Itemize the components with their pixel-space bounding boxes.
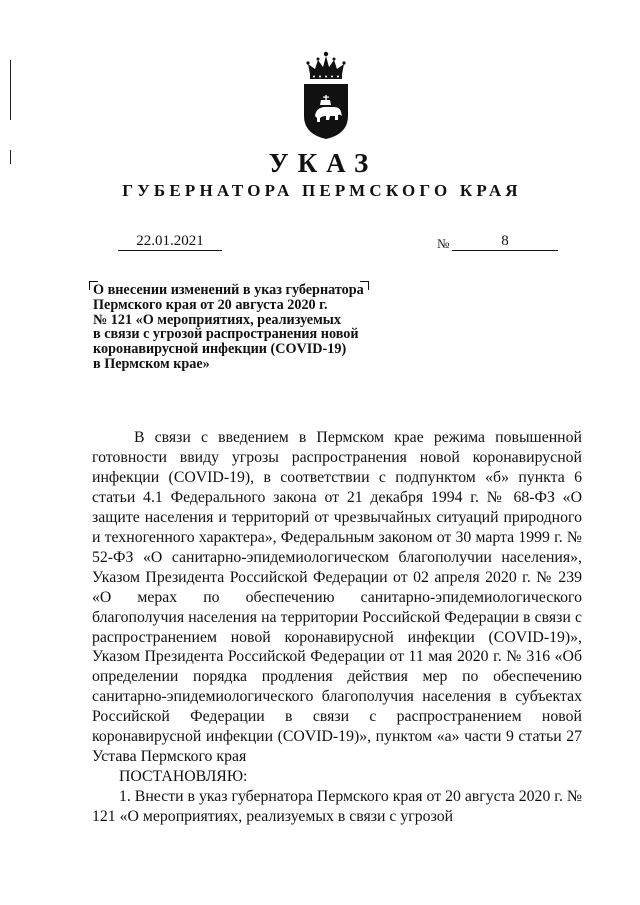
scan-mark (10, 60, 11, 120)
preamble-paragraph: В связи с введением в Пермском крае режима повышенной готовности ввиду угрозы распространения новой коронавирусной инфекции (COVID-19), в соответствии с подпунктом «б» пункта 6 статьи 4.1 Федерального закона от 21 декабря 1994 г. № 68-ФЗ «О защите населения и территорий от чрезвычайных ситуаций природного и техногенного характера», Федеральным законом от 30 марта 1999 г. № 52-ФЗ «О санитарно-эпидемиологическом благополучии населения», Указом Президента Российской Федерации от 02 апреля 2020 г. № 239 «О мерах по обеспечению санитарно-эпидемиологического благополучия населения на территории Российской Федерации в связи с распространением новой коронавирусной инфекции (COVID-19)», Указом Президента Российской Федерации от 11 мая 2020 г. № 316 «Об определении порядка продления действия мер по обеспечению санитарно-эпидемиологического благополучия населения в субъектах Российской Федерации в связи с распространением новой коронавирусной инфекции (COVID-19)», пунктом «а» части 9 статьи 27 Устава Пермского края (92, 429, 582, 766)
item-1-paragraph: 1. Внести в указ губернатора Пермского края от 20 августа 2020 г. № 121 «О мероприятиях, реализуемых в связи с угрозой (92, 788, 582, 826)
subject-line: коронавирусной инфекции (COVID-19) (93, 341, 347, 358)
subject-line: О внесении изменений в указ губернатора (93, 282, 364, 298)
subject-line: № 121 «О мероприятиях, реализуемых (93, 311, 341, 328)
document-date: 22.01.2021 (118, 233, 222, 251)
subject-line: Пермского края от 20 августа 2020 г. (93, 296, 328, 313)
document-issuer: ГУБЕРНАТОРА ПЕРМСКОГО КРАЯ (122, 181, 522, 200)
subject-line: в Пермском крае» (93, 355, 210, 372)
document-body (92, 428, 582, 827)
subject-line: в связи с угрозой распространения новой (93, 326, 359, 343)
document-subject (93, 283, 393, 372)
resolve-paragraph: ПОСТАНОВЛЯЮ: (119, 768, 248, 786)
document-number: 8 (452, 233, 558, 251)
document-title: УКАЗ (268, 148, 378, 178)
number-label: № (437, 236, 450, 251)
perm-krai-coat-of-arms-icon (296, 50, 356, 140)
